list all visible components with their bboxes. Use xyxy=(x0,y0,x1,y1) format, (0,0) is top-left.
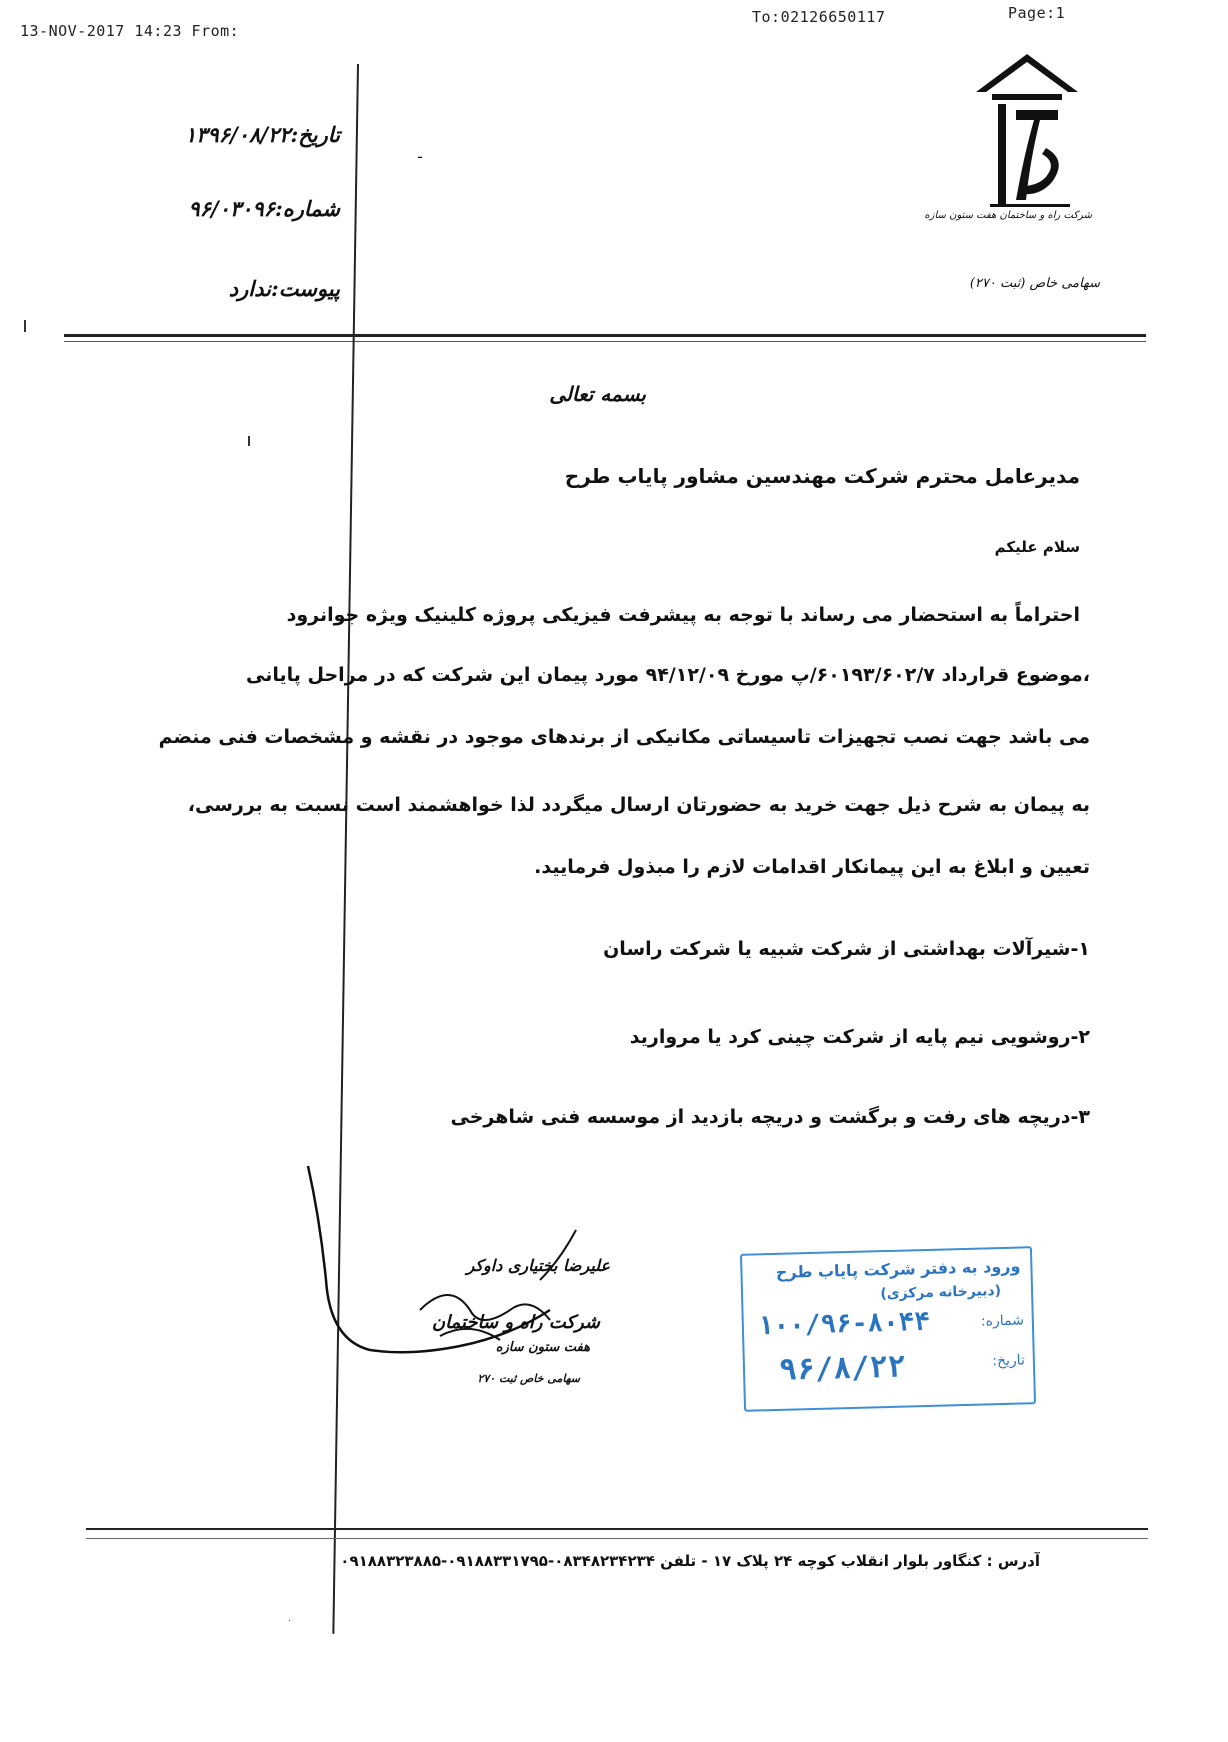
list-item-2: ۲-روشویی نیم پایه از شرکت چینی کرد یا مروارید xyxy=(629,1026,1090,1048)
body-line-3: می باشد جهت نصب تجهیزات تاسیساتی مکانیکی از برندهای موجود در نقشه و مشخصات فنی منضم xyxy=(158,726,1090,748)
header-rule-bottom xyxy=(64,341,1146,342)
fax-timestamp: 13-NOV-2017 14:23 From: xyxy=(20,22,240,40)
stamp-number: ۱۰۰/۹۶-۸۰۴۴ xyxy=(757,1306,931,1342)
body-line-1: احتراماً به استحضار می رساند با توجه به پیشرفت فیزیکی پروژه کلینیک ویژه جوانرود xyxy=(286,604,1080,626)
scan-mark: ـ xyxy=(418,146,423,162)
received-stamp xyxy=(740,1246,1036,1412)
footer-rule xyxy=(86,1528,1148,1530)
stamp-subtitle: (دبیرخانه مرکزی) xyxy=(880,1283,1002,1303)
company-tagline: سهامی خاص (ثبت ۲۷۰) xyxy=(969,276,1100,291)
scan-mark-left xyxy=(24,320,26,332)
fax-page-number: Page:1 xyxy=(1008,4,1066,22)
footer-rule-thin xyxy=(86,1538,1148,1539)
stamp-number-label: شماره: xyxy=(980,1312,1025,1330)
recipient-line: مدیرعامل محترم شرکت مهندسین مشاور پایاب طرح xyxy=(564,464,1080,488)
stamp-date-label: تاریخ: xyxy=(992,1352,1026,1370)
signatory-name: علیرضا بختیاری داوکر xyxy=(466,1256,610,1275)
letter-number: شماره:۹۶/۰۳۰۹۶ xyxy=(188,196,340,221)
stamp-title: ورود به دفتر شرکت پایاب طرح xyxy=(775,1256,1021,1282)
company-logo xyxy=(972,50,1082,220)
body-line-2: ،موضوع قرارداد ۶۰۱۹۳/۶۰۲/۷/پ مورخ ۹۴/۱۲/۰۹ مورد پیمان این شرکت که در مراحل پایانی xyxy=(246,664,1090,686)
invocation: بسمه تعالی xyxy=(549,382,646,406)
fax-recipient-number: To:02126650117 xyxy=(752,8,886,26)
signature-company-name: هفت ستون سازه xyxy=(495,1340,590,1355)
letter-attachment: پیوست:ندارد xyxy=(228,276,340,301)
stamp-date: ۹۶/۸/۲۲ xyxy=(778,1349,906,1388)
list-item-1: ۱-شیرآلات بهداشتی از شرکت شبیه یا شرکت راسان xyxy=(603,938,1090,960)
logo-caption: شرکت راه و ساختمان هفت ستون سازه xyxy=(924,210,1092,221)
scan-mark-dot xyxy=(248,436,250,446)
scan-mark-footer: · xyxy=(288,1616,292,1627)
letter-date: تاریخ:۱۳۹۶/۰۸/۲۲ xyxy=(184,122,340,147)
greeting: سلام علیکم xyxy=(994,538,1080,556)
body-line-4: به پیمان به شرح ذیل جهت خرید به حضورتان ارسال میگردد لذا خواهشمند است نسبت به بررسی، xyxy=(187,794,1090,816)
footer-address: آدرس : کنگاور بلوار انقلاب کوچه ۲۴ پلاک ۱۷ - تلفن ۰۸۳۴۸۲۳۴۲۳۴-۰۹۱۸۸۳۳۱۷۹۵-۰۹۱۸۸۳۲۳۸۸۵ xyxy=(340,1552,1040,1570)
body-line-5: تعیین و ابلاغ به این پیمانکار اقدامات لازم را مبذول فرمایید. xyxy=(534,856,1090,878)
header-rule-top xyxy=(64,334,1146,337)
signature-company-type: سهامی خاص ثبت ۲۷۰ xyxy=(477,1372,580,1385)
signature-company: شرکت راه و ساختمان xyxy=(431,1312,600,1333)
list-item-3: ۳-دریچه های رفت و برگشت و دریچه بازدید از موسسه فنی شاهرخی xyxy=(450,1106,1090,1128)
